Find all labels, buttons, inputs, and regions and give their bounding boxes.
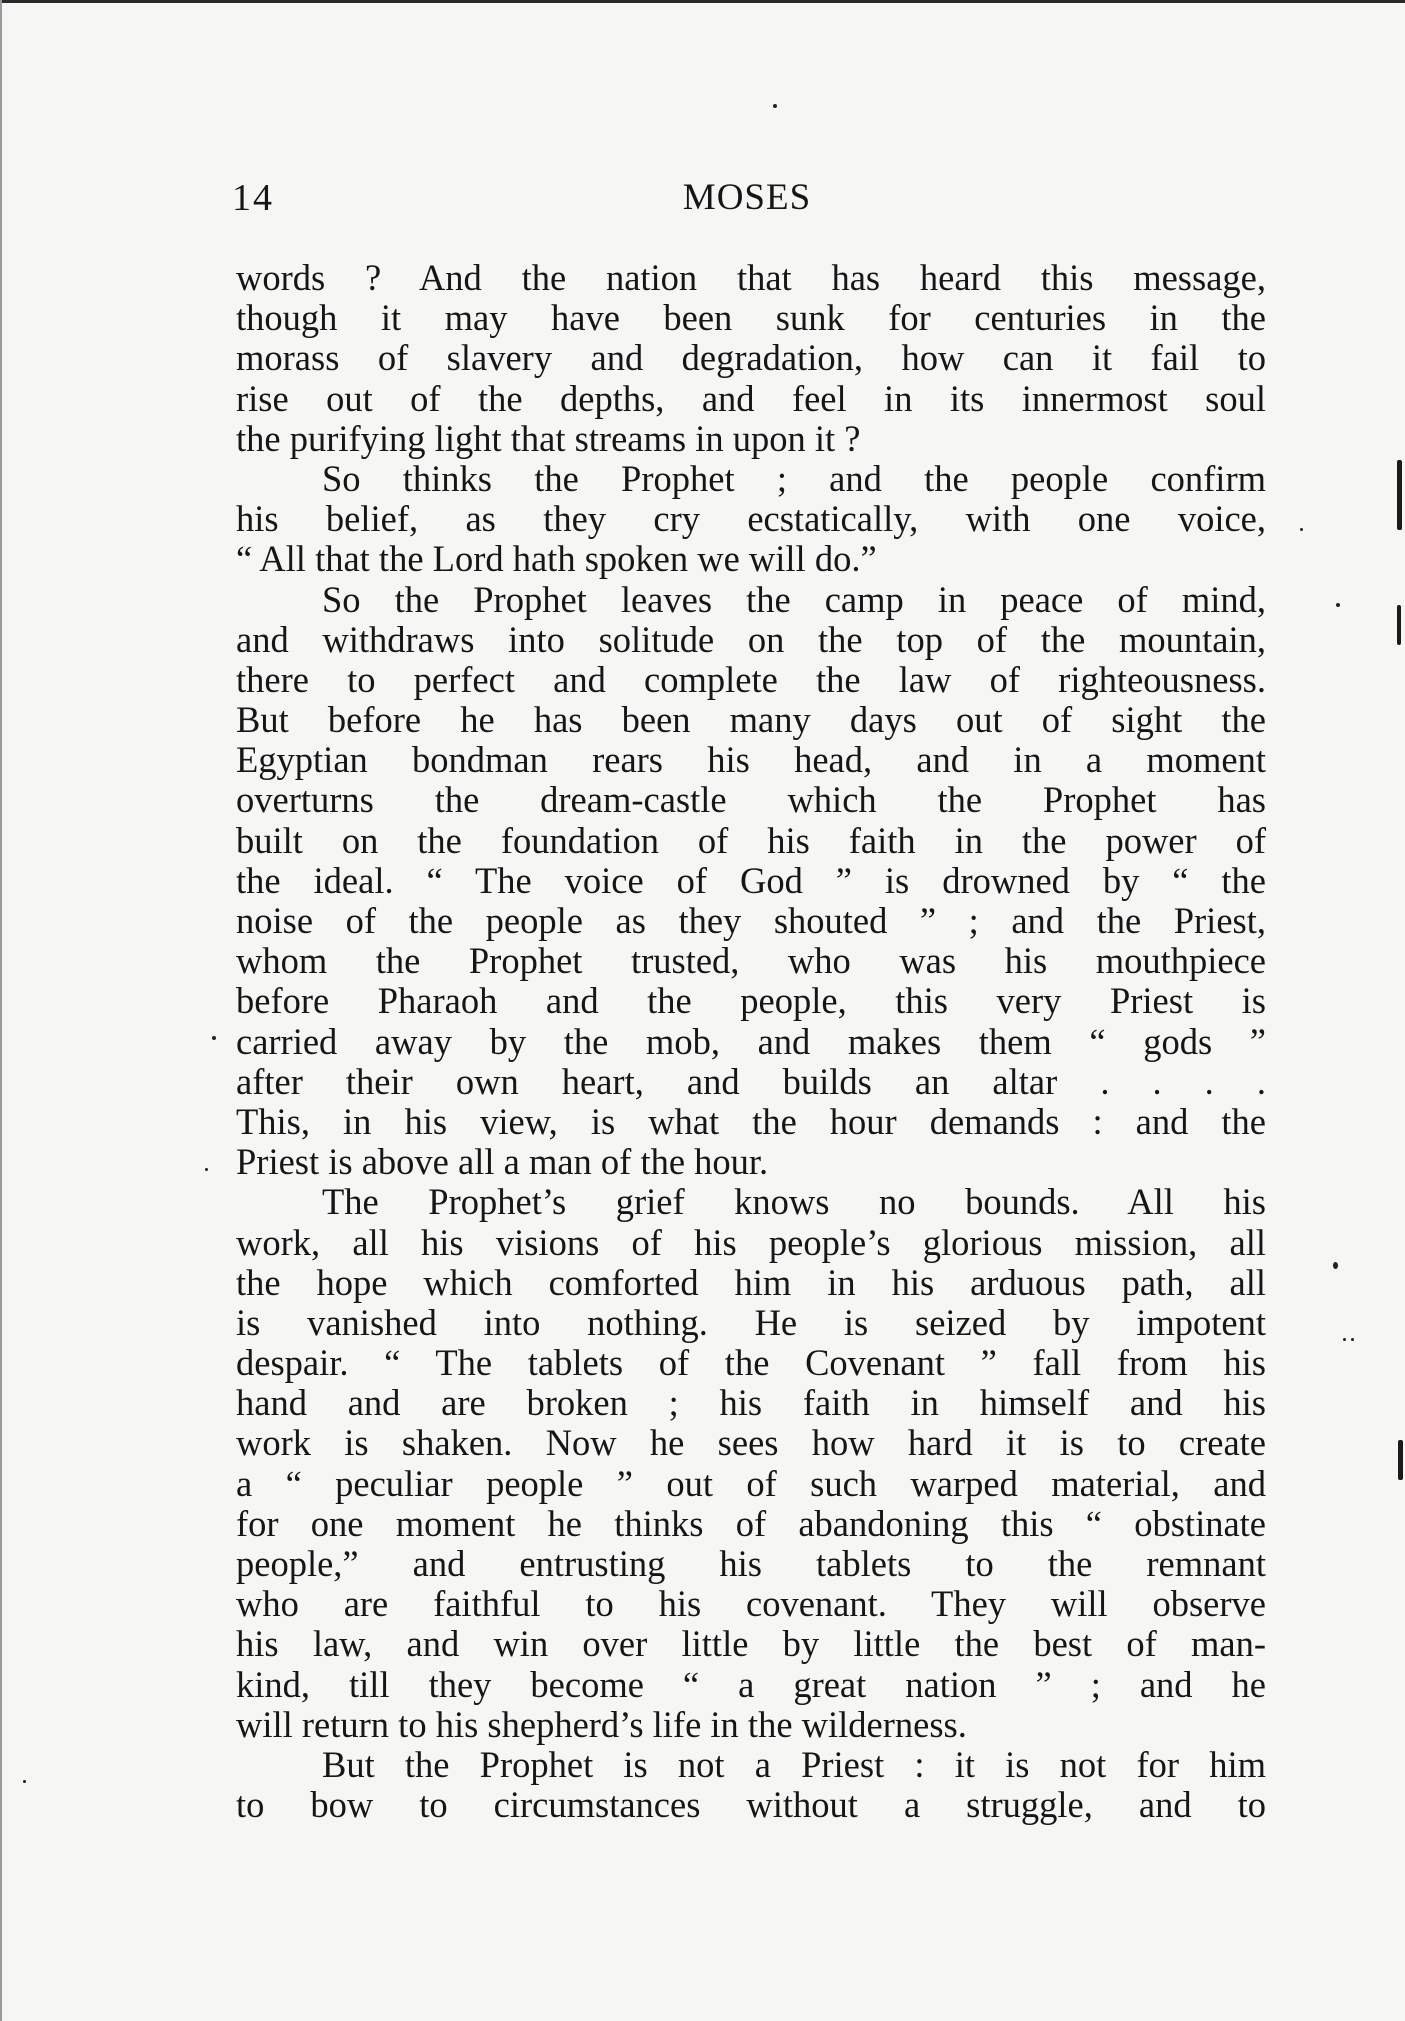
text-line: despair. “ The tablets of the Covenant ” fall from his: [236, 1342, 1266, 1384]
scan-speck: [205, 1168, 208, 1171]
text-line: So thinks the Prophet ; and the people confirm: [322, 457, 1266, 499]
text-line: words ? And the nation that has heard this message,: [236, 257, 1266, 298]
text-line: is vanished into nothing. He is seized by impotent: [236, 1301, 1266, 1343]
text-line: the hope which comforted him in his arduous path, all: [236, 1261, 1266, 1303]
text-line: The Prophet’s grief knows no bounds. All his: [322, 1181, 1266, 1223]
running-title: MOSES: [682, 177, 812, 218]
scan-speck: [23, 1780, 26, 1783]
text-line: built on the foundation of his faith in the power of: [236, 819, 1266, 861]
text-line: the purifying light that streams in upon it ?: [236, 417, 861, 459]
page-number: 14: [232, 177, 274, 219]
text-line: and withdraws into solitude on the top of the mountain,: [236, 618, 1266, 660]
text-line: hand and are broken ; his faith in himself and his: [236, 1382, 1266, 1424]
scan-speck: [773, 104, 777, 108]
top-border: [0, 0, 1405, 3]
text-line: overturns the dream-castle which the Prophet has: [236, 779, 1266, 821]
text-line: whom the Prophet trusted, who was his mouthpiece: [236, 940, 1266, 982]
text-line: work, all his visions of his people’s glorious mission, all: [236, 1221, 1266, 1263]
text-line: will return to his shepherd’s life in the wilderness.: [236, 1703, 967, 1745]
scan-speck: [1300, 528, 1303, 531]
edge-artifact: [1397, 460, 1402, 530]
scan-speck: [1333, 1262, 1338, 1269]
text-line: rise out of the depths, and feel in its innermost soul: [236, 377, 1266, 419]
text-line: So the Prophet leaves the camp in peace of mind,: [322, 578, 1266, 620]
text-line: the ideal. “ The voice of God ” is drowned by “ the: [236, 859, 1266, 901]
left-page-edge: [0, 0, 2, 2021]
page-header: [232, 176, 1262, 236]
text-line: though it may have been sunk for centuries in the: [236, 297, 1266, 339]
text-line: after their own heart, and builds an altar . . . .: [236, 1060, 1266, 1102]
text-line: his belief, as they cry ecstatically, with one voice,: [236, 498, 1266, 540]
text-line: work is shaken. Now he sees how hard it is to create: [236, 1422, 1266, 1464]
scan-speck: [1336, 603, 1340, 607]
text-line: Egyptian bondman rears his head, and in a moment: [236, 739, 1266, 781]
text-line: who are faithful to his covenant. They will observe: [236, 1583, 1266, 1625]
text-line: Priest is above all a man of the hour.: [236, 1141, 769, 1183]
text-line: people,” and entrusting his tablets to the remnant: [236, 1543, 1266, 1584]
text-line: “ All that the Lord hath spoken we will do.”: [236, 538, 877, 580]
scan-speck: [1343, 1338, 1346, 1341]
text-line: a “ peculiar people ” out of such warped material, and: [236, 1462, 1266, 1504]
text-line: morass of slavery and degradation, how can it fail to: [236, 337, 1266, 379]
text-line: there to perfect and complete the law of righteousness.: [236, 658, 1266, 700]
text-line: This, in his view, is what the hour demands : and the: [236, 1100, 1266, 1142]
text-line: kind, till they become “ a great nation ” ; and he: [236, 1663, 1266, 1705]
scan-speck: [212, 1036, 216, 1040]
text-line: But the Prophet is not a Priest : it is not for him: [322, 1743, 1266, 1785]
text-line: noise of the people as they shouted ” ; and the Priest,: [236, 900, 1266, 941]
body-text: [236, 258, 1266, 1825]
edge-artifact: [1398, 1440, 1403, 1480]
text-line: his law, and win over little by little the best of man-: [236, 1623, 1266, 1665]
scan-speck: [1351, 1338, 1354, 1341]
text-line: before Pharaoh and the people, this very Priest is: [236, 980, 1266, 1022]
edge-artifact: [1397, 605, 1401, 645]
text-line: for one moment he thinks of abandoning this “ obstinate: [236, 1502, 1266, 1544]
text-line: But before he has been many days out of sight the: [236, 699, 1266, 741]
text-line: to bow to circumstances without a struggle, and to: [236, 1784, 1266, 1826]
text-line: carried away by the mob, and makes them “ gods ”: [236, 1020, 1266, 1062]
